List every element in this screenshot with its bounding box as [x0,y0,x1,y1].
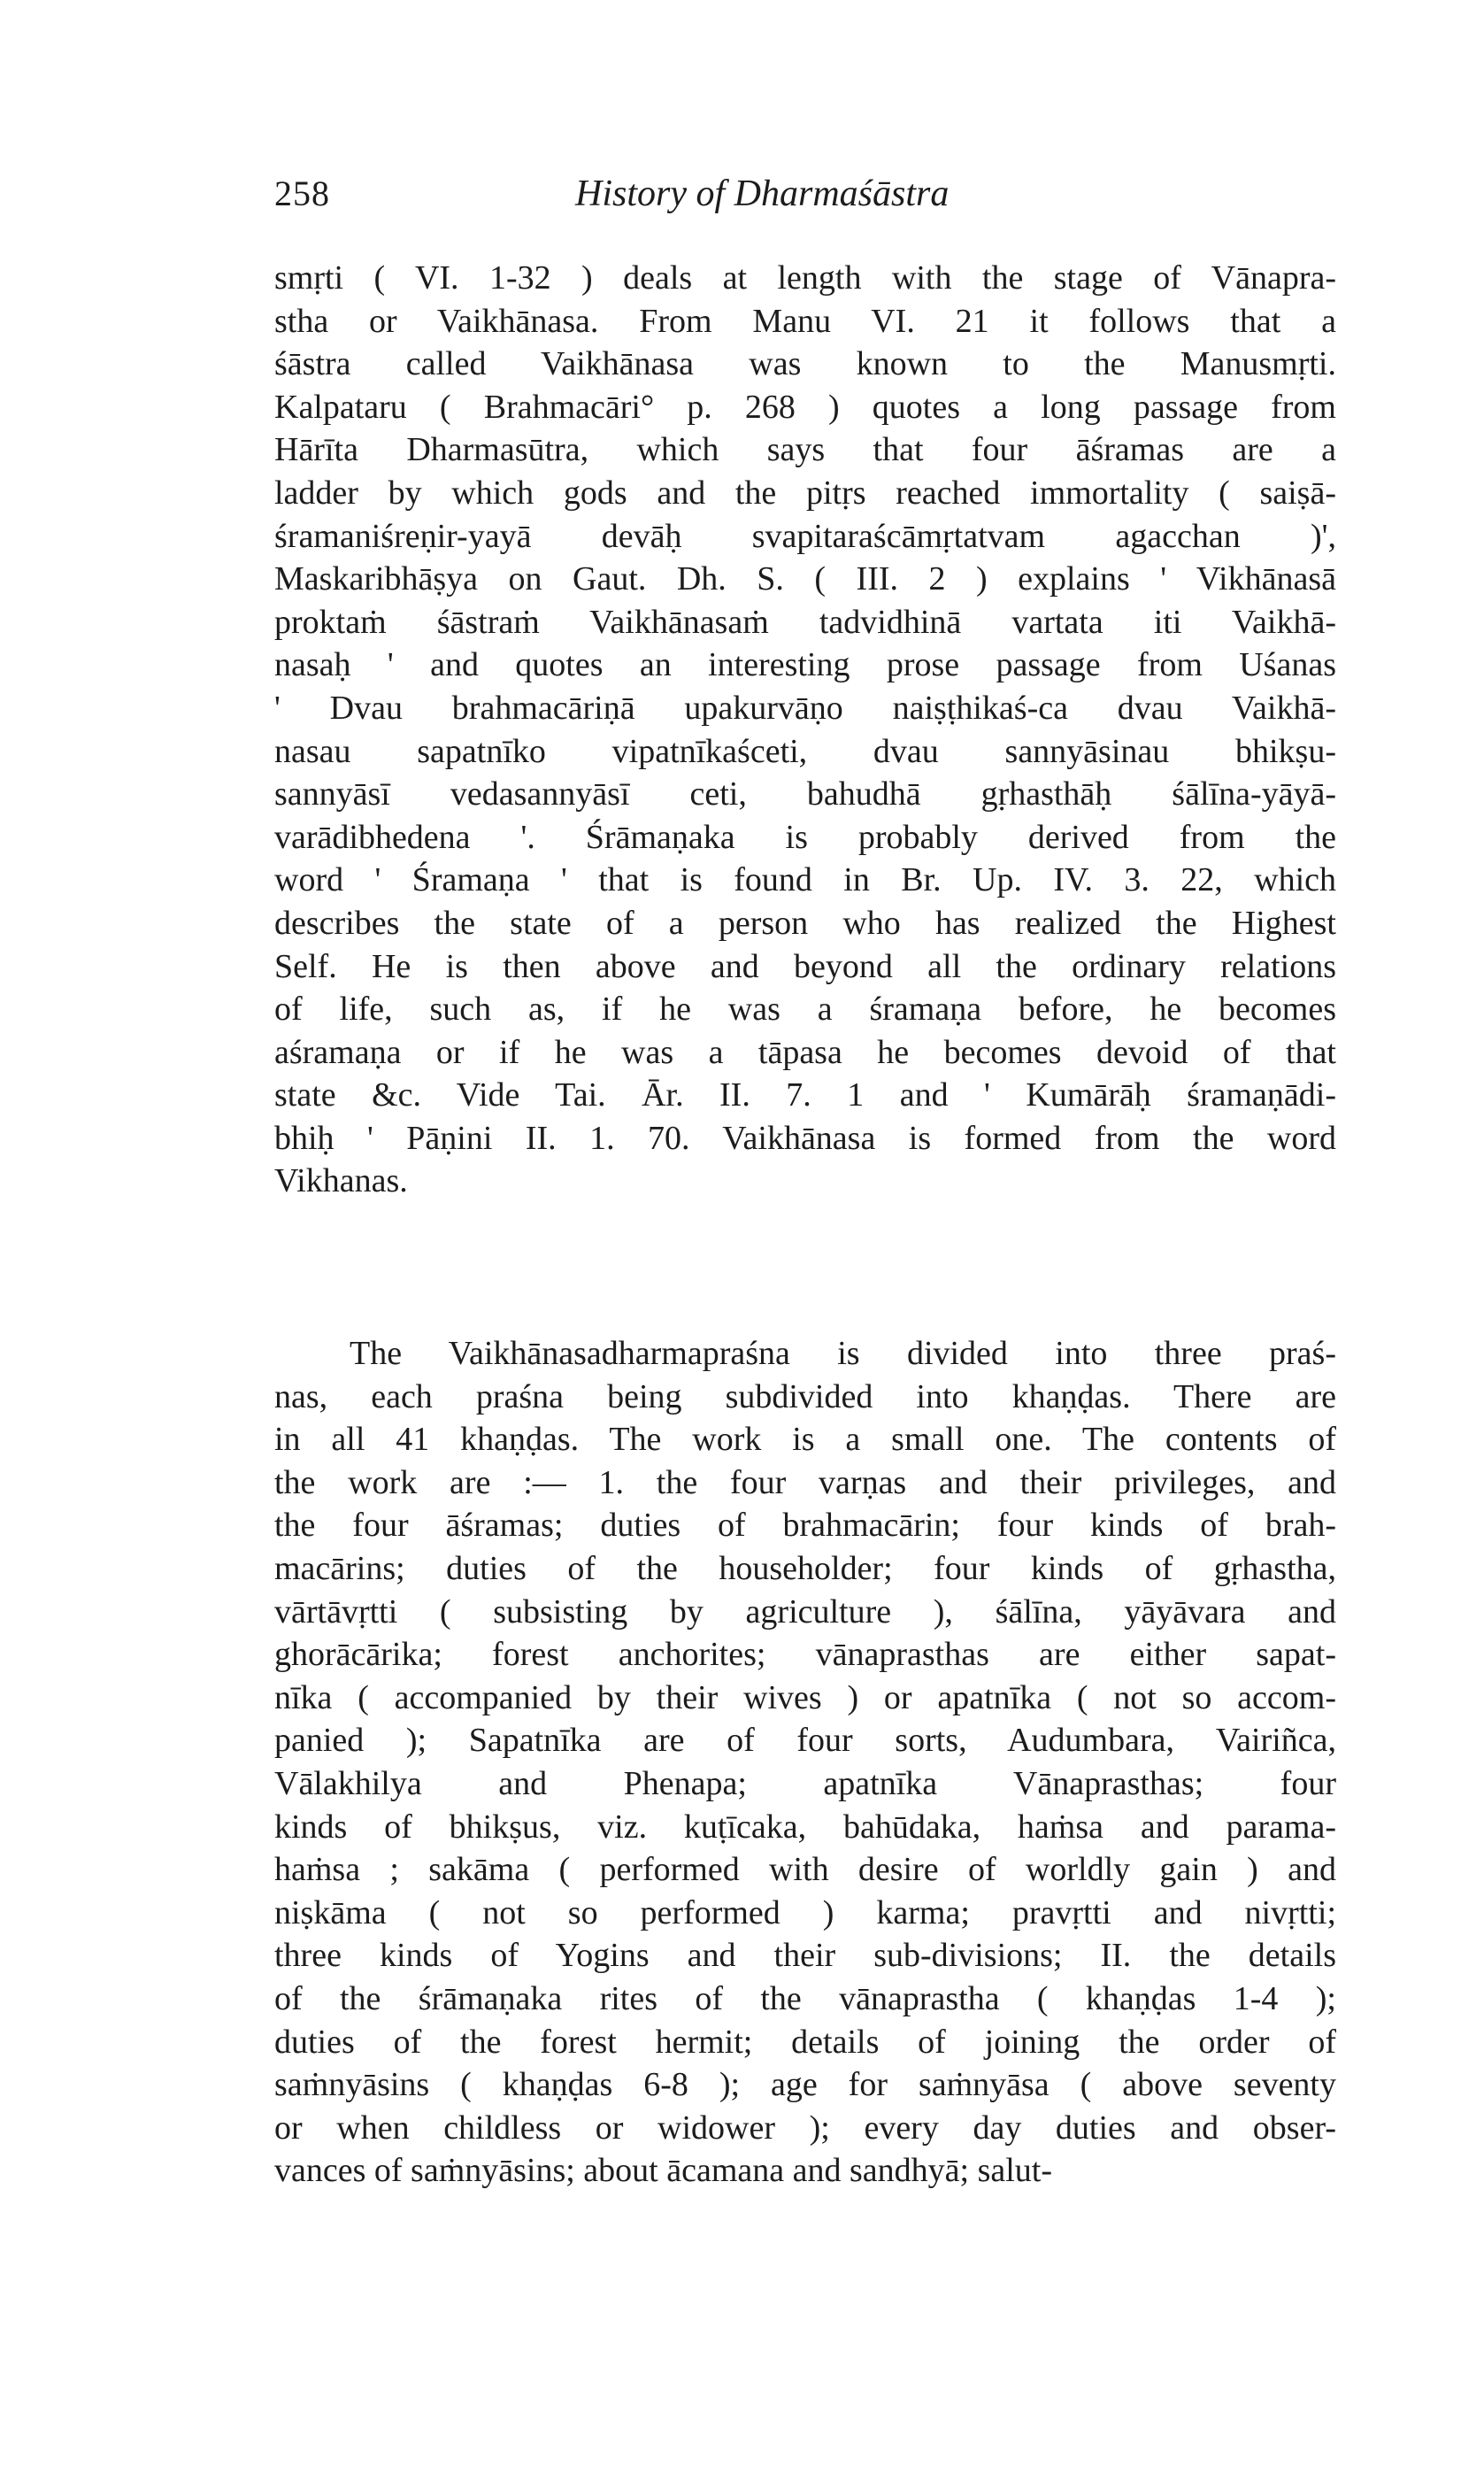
text-line: macārins; duties of the householder; four kinds of gṛhastha, [274,1549,1336,1587]
text-line: Vikhanas. [274,1162,408,1200]
text-line: the four āśramas; duties of brahmacārin; four kinds of brah- [274,1507,1336,1545]
text-line: three kinds of Yogins and their sub-divisions; II. the details [274,1937,1336,1975]
text-line: sannyāsī vedasannyāsī ceti, bahudhā gṛhasthāḥ śālīna-yāyā- [274,775,1336,813]
text-line: the work are :— 1. the four varṇas and their privileges, and [274,1463,1336,1501]
text-line: The Vaikhānasadharmapraśna is divided into three praś- [350,1335,1336,1372]
page-number: 258 [274,173,330,213]
paragraph-2 [274,1332,1336,2193]
text-line: nasau sapatnīko vipatnīkaśceti, dvau sannyāsinau bhikṣu- [274,732,1336,770]
text-line: vārtāvṛtti ( subsisting by agriculture ), śālīna, yāyāvara and [274,1592,1336,1631]
paragraph-1 [274,257,1336,1203]
text-line: saṁnyāsins ( khaṇḍas 6-8 ); age for saṁnyāsa ( above seventy [274,2066,1336,2104]
text-line: haṁsa ; sakāma ( performed with desire of worldly gain ) and [274,1851,1336,1889]
text-line: Kalpataru ( Brahmacāri° p. 268 ) quotes a long passage from [274,388,1336,426]
text-line: panied ); Sapatnīka are of four sorts, Audumbara, Vairiñca, [274,1722,1336,1760]
text-line: ' Dvau brahmacāriṇā upakurvāṇo naiṣṭhikaś-ca dvau Vaikhā- [274,689,1336,727]
text-line: śramaniśreṇir-yayā devāḥ svapitaraścāmṛtatvam agacchan )', [274,517,1336,555]
text-line: or when childless or widower ); every day duties and obser- [274,2109,1336,2147]
text-line: of the śrāmaṇaka rites of the vānaprastha ( khaṇḍas 1-4 ); [274,1979,1336,2017]
text-line: duties of the forest hermit; details of joining the order of [274,2023,1336,2061]
text-line: niṣkāma ( not so performed ) karma; pravṛtti and nivṛtti; [274,1893,1336,1931]
text-line: Hārīta Dharmasūtra, which says that four āśramas are a [274,431,1336,469]
text-line: proktaṁ śāstraṁ Vaikhānasaṁ tadvidhinā vartata iti Vaikhā- [274,603,1336,641]
text-line: śāstra called Vaikhānasa was known to the Manusmṛti. [274,345,1336,383]
text-line: describes the state of a person who has realized the Highest [274,904,1336,942]
text-line: Vālakhilya and Phenapa; apatnīka Vānaprasthas; four [274,1764,1336,1802]
text-line: Maskaribhāṣya on Gaut. Dh. S. ( III. 2 ) explains ' Vikhānasā [274,560,1336,598]
text-line: Self. He is then above and beyond all the ordinary relations [274,947,1336,985]
text-line: kinds of bhikṣus, viz. kuṭīcaka, bahūdaka, haṁsa and parama- [274,1808,1336,1846]
text-line: aśramaṇa or if he was a tāpasa he becomes devoid of that [274,1033,1336,1071]
text-line: nasaḥ ' and quotes an interesting prose passage from Uśanas [274,646,1336,684]
text-line: ladder by which gods and the pitṛs reached immortality ( saiṣā- [274,474,1336,512]
running-title: History of Dharmaśāstra [575,173,950,214]
text-line: vances of saṁnyāsins; about ācamana and sandhyā; salut- [274,2152,1052,2190]
text-line: nas, each praśna being subdivided into khaṇḍas. There are [274,1377,1336,1415]
text-line: in all 41 khaṇḍas. The work is a small one. The contents of [274,1421,1336,1459]
text-line: stha or Vaikhānasa. From Manu VI. 21 it follows that a [274,302,1336,340]
text-line: nīka ( accompanied by their wives ) or apatnīka ( not so accom- [274,1678,1336,1716]
text-line: state &c. Vide Tai. Ār. II. 7. 1 and ' Kumārāḥ śramaṇādi- [274,1076,1336,1114]
text-line: word ' Śramaṇa ' that is found in Br. Up. IV. 3. 22, which [274,861,1336,899]
text-line: ghorācārika; forest anchorites; vānaprasthas are either sapat- [274,1636,1336,1674]
text-line: smṛti ( VI. 1-32 ) deals at length with the stage of Vānapra- [274,259,1336,297]
text-line: of life, such as, if he was a śramaṇa before, he becomes [274,991,1336,1029]
text-line: bhiḥ ' Pāṇini II. 1. 70. Vaikhānasa is formed from the word [274,1119,1336,1157]
page-header [274,173,1009,226]
text-line: varādibhedena '. Śrāmaṇaka is probably derived from the [274,818,1336,856]
